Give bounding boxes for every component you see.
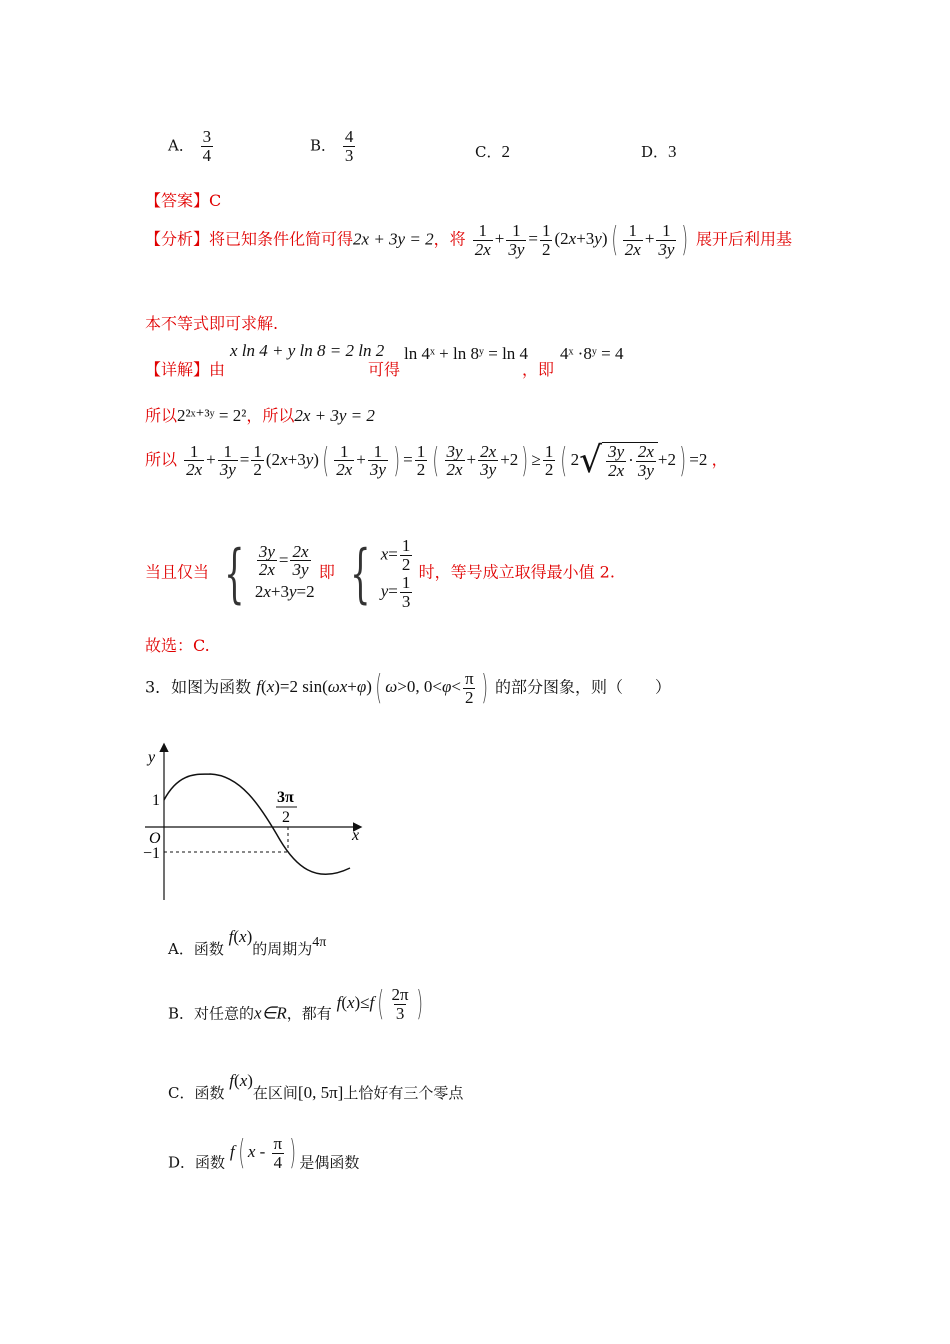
- q3-option-c: [168, 1071, 464, 1103]
- text: 所以: [145, 449, 178, 469]
- fraction-denominator: 3: [344, 145, 354, 165]
- text: 函数: [194, 1084, 225, 1102]
- text: 当且仅当: [145, 562, 210, 582]
- analysis-text: 展开后利用基: [695, 229, 792, 249]
- option-value: 3: [668, 142, 677, 161]
- inequality-chain: $\frac{1}{2x}$ + $\frac{1}{3y}$ = $\frac{1}{2}$ (2x+3y)( $\frac{1}{2x}$ + $\frac{1}{3y}$ ) = $\frac{1}{2}$ ( $\frac{3y}{2x}$ + $\frac{2x}{3y}$ +2) ≥ $\frac{1}{2}$ ( 2√ $\frac{3y}{2x}$ · $\frac{2x}{3y}$ +2) =2: [186, 439, 712, 481]
- detail-eq1: x ln 4 + y ln 8 = 2 ln 2: [230, 341, 385, 360]
- q3-stem: [145, 670, 671, 707]
- origin-label: O: [149, 830, 161, 847]
- answer-line: 【答案】C: [145, 191, 222, 210]
- fx: f(x): [229, 1071, 253, 1090]
- analysis-line-2: 本不等式即可求解.: [145, 314, 279, 333]
- inequality: f(x)≤f( $\frac{2\pi}{3}$ ): [336, 984, 423, 1025]
- condition-system: { $\frac{3y}{2x}$ = $\frac{2x}{3y}$ 2x+3y=2: [224, 536, 315, 611]
- option-letter: B．: [310, 136, 337, 155]
- text: 所以: [145, 406, 178, 425]
- tick-neg-one: −1: [143, 845, 161, 862]
- text: 上恰好有三个零点: [343, 1084, 464, 1102]
- tick-3pi-num: 3π: [277, 789, 294, 806]
- fraction-numerator: 4: [344, 127, 354, 146]
- text: 函数: [193, 940, 224, 958]
- text: ，都有: [286, 1004, 332, 1023]
- y-label: y: [148, 749, 156, 766]
- domain-condition: x∈R: [254, 1003, 287, 1023]
- tick-3pi-den: 2: [282, 809, 290, 826]
- option-letter: C．: [168, 1084, 195, 1102]
- detail-eq3: 4ˣ ·8ʸ = 4: [560, 344, 624, 363]
- fraction-numerator: 3: [202, 127, 212, 146]
- q3-option-d: [168, 1133, 360, 1182]
- analysis-text: ，将: [433, 229, 466, 249]
- text: ，所以: [246, 406, 295, 425]
- shifted-function: f( x - $\frac{\pi}{4}$ ): [229, 1133, 297, 1174]
- text: 在区间: [252, 1084, 298, 1102]
- text: 函数: [195, 1153, 226, 1172]
- sine-curve: [164, 774, 350, 874]
- detail-line4: [145, 537, 615, 610]
- period-value: 4π: [312, 935, 327, 950]
- exp-equation: 2²ˣ⁺³ʸ = 2²: [177, 406, 247, 425]
- detail-line2: [145, 403, 375, 426]
- text: 3．如图为函数: [145, 677, 252, 697]
- analysis-text: 将已知条件化简可得: [209, 229, 354, 249]
- detail-line3: 所以 $\frac{1}{2x}$ + $\frac{1}{3y}$ = $\frac{1}{2}$ (2x+3y)( $\frac{1}{2x}$ + $\frac{1}{3y}$ ) = $\frac{1}{2}$ ( $\frac{3y}{2x}$ + $\frac{2x}{3y}$ +2) ≥ $\frac{1}{2}$ ( 2√ $\frac{3y}{2x}$ · $\frac{2x}{3y}$ +2) =2 ，: [145, 439, 728, 481]
- text: 是偶函数: [299, 1153, 360, 1172]
- detail-text: 可得: [368, 360, 401, 379]
- option-letter: A．: [168, 136, 194, 155]
- option-c: [475, 141, 510, 162]
- analysis-line: [145, 222, 792, 259]
- detail-text: ，即: [522, 360, 555, 379]
- option-b: [310, 128, 357, 165]
- fx: f(x): [228, 927, 253, 946]
- detail-conclusion: 故选：C.: [145, 636, 210, 655]
- option-letter: C．: [475, 143, 502, 161]
- expansion-formula: $\frac{1}{2x}$ + $\frac{1}{3y}$ = $\frac{1}{2}$ (2x+3y)( $\frac{1}{2x}$ + $\frac{1}{3y}$ ): [474, 220, 689, 261]
- interval: [0, 5π]: [297, 1083, 344, 1102]
- x-label: x: [352, 827, 360, 844]
- linear-equation: 2x + 3y = 2: [294, 406, 375, 425]
- tick-one: 1: [152, 792, 160, 809]
- detail-label: 【详解】由: [145, 360, 226, 379]
- option-d: [641, 141, 677, 162]
- text: 的部分图象，则（ ）: [495, 677, 672, 697]
- sine-graph: [140, 740, 370, 910]
- solution-system: { x= $\frac{1}{2}$ y= $\frac{1}{3}$: [350, 536, 411, 611]
- option-value: 2: [501, 142, 510, 161]
- text: 对任意的: [194, 1004, 255, 1023]
- option-letter: B．: [168, 1004, 195, 1023]
- detail-eq2: ln 4ˣ + ln 8ʸ = ln 4: [404, 344, 529, 363]
- fraction-denominator: 4: [202, 145, 212, 165]
- option-letter: D．: [168, 1153, 196, 1172]
- text: 的周期为: [252, 940, 313, 958]
- text: 即: [318, 562, 335, 582]
- option-a: [168, 128, 215, 165]
- option-letter: D．: [641, 143, 669, 161]
- option-letter: A．: [168, 940, 194, 958]
- q3-option-b: [168, 984, 426, 1033]
- q3-option-a: [168, 927, 327, 959]
- analysis-label: 【分析】: [145, 229, 210, 249]
- condition-equation: 2x + 3y = 2: [353, 229, 434, 249]
- function-definition: f(x)=2 sin(ωx+φ)( ω>0, 0<φ< $\frac{\pi}{2}$ ): [256, 668, 488, 709]
- text: 时，等号成立取得最小值 2.: [418, 562, 615, 582]
